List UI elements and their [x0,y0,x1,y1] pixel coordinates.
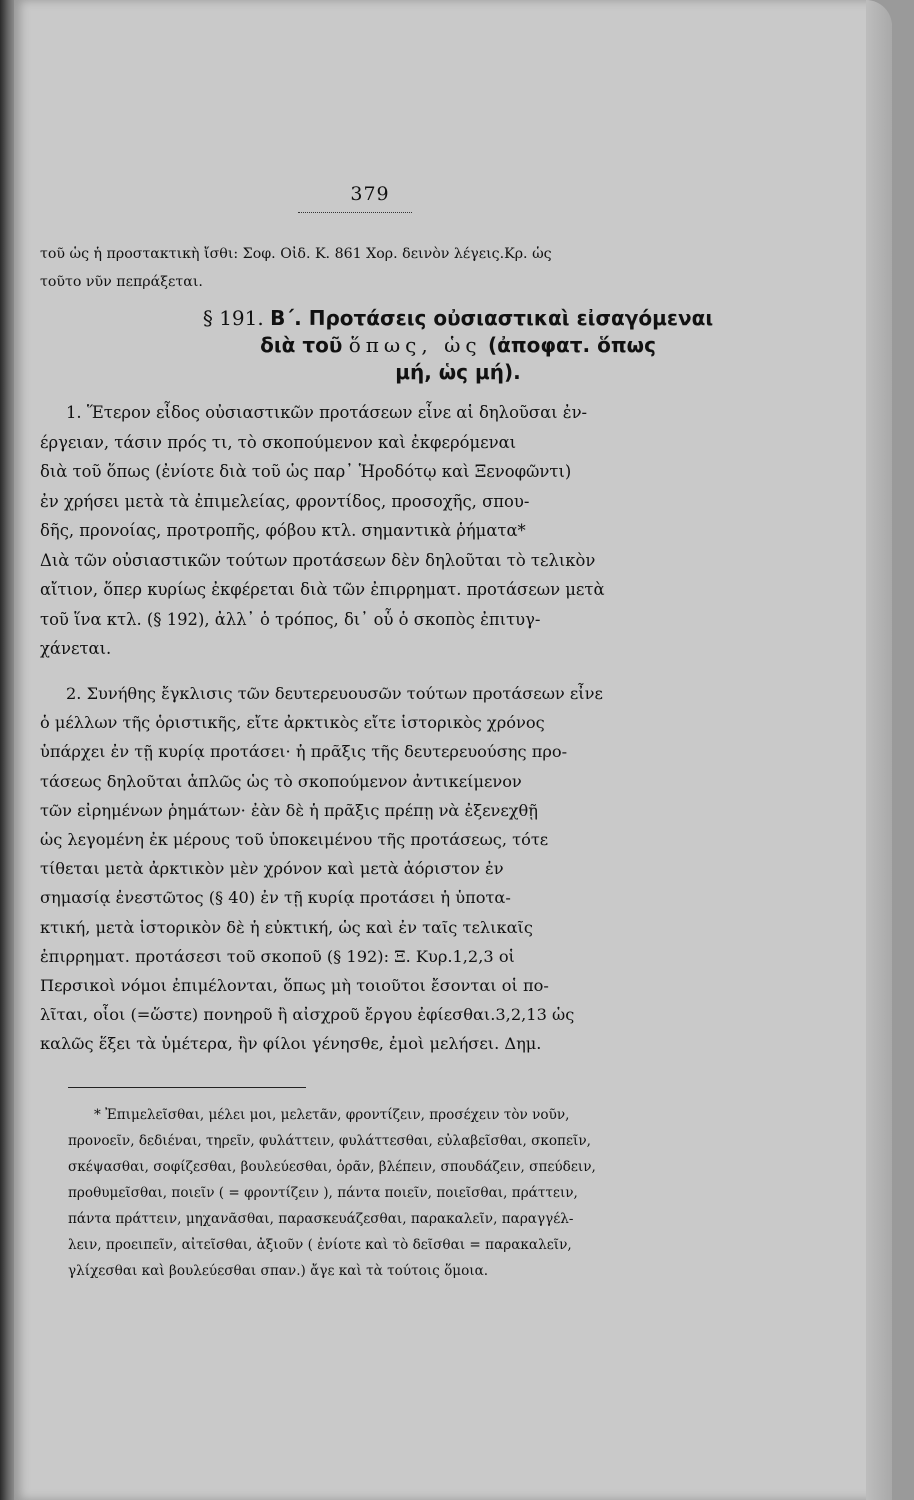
text-line: καλῶς ἕξει τὰ ὑμέτερα, ἣν φίλοι γένησθε, ἐμοὶ μελήσει. Δημ. [40,1034,542,1054]
text-line: αἴτιον, ὅπερ κυρίως ἐκφέρεται διὰ τῶν ἐπιρρηματ. προτάσεων μετὰ [40,580,605,599]
text-line: ὁ μέλλων τῆς ὁριστικῆς, εἴτε ἀρκτικὸς εἴτε ἱστορικὸς χρόνος [40,713,545,733]
text-line: σημασίᾳ ἐνεστῶτος (§ 40) ἐν τῇ κυρίᾳ προτάσει ἡ ὑποτα- [40,888,511,908]
text-line: δῆς, προνοίας, προτροπῆς, φόβου κτλ. σημαντικὰ ῥήματα* [40,521,526,540]
page-number: 379 [350,183,390,205]
heading-line-1 [40,305,876,332]
footnote [68,1102,868,1284]
text-line: ἐν χρήσει μετὰ τὰ ἐπιμελείας, φροντίδος, προσοχῆς, σπου- [40,491,530,511]
text-line: ἐπιρρηματ. προτάσεσι τοῦ σκοποῦ (§ 192): Ξ. Κυρ.1,2,3 οἱ [40,946,515,966]
text-line: διὰ τοῦ ὅπως (ἐνίοτε διὰ τοῦ ὡς παρ᾽ Ἡροδότῳ καὶ Ξενοφῶντι) [40,462,572,481]
book-binding-edge [0,0,14,1500]
text-line: τίθεται μετὰ ἀρκτικὸν μὲν χρόνον καὶ μετὰ ἀόριστον ἐν [40,859,504,879]
text-line: χάνεται. [40,639,112,658]
continuation-text [40,240,876,296]
book-page [14,0,892,1500]
text-line: ὑπάρχει ἐν τῇ κυρίᾳ προτάσει· ἡ πρᾶξις τῆς δευτερευούσης προ- [40,742,568,762]
section-heading [40,305,876,386]
text-line: τάσεως δηλοῦται ἁπλῶς ὡς τὸ σκοπούμενον ἀντικείμενον [40,771,522,791]
footnote-line: σκέψασθαι, σοφίζεσθαι, βουλεύεσθαι, ὁρᾶν, βλέπειν, σπουδάζειν, σπεύδειν, [68,1159,596,1175]
text-line: Διὰ τῶν οὐσιαστικῶν τούτων προτάσεων δὲν δηλοῦται τὸ τελικὸν [40,550,596,570]
heading-title: Β΄. Προτάσεις οὐσιαστικαὶ εἰσαγόμεναι [270,306,714,330]
text-line: 2. Συνήθης ἔγκλισις τῶν δευτερευουσῶν τούτων προτάσεων εἶνε [66,684,603,703]
heading-line-2 [40,332,876,359]
text-line: Περσικοὶ νόμοι ἐπιμέλονται, ὅπως μὴ τοιοῦτοι ἔσονται οἱ πο- [40,976,549,996]
heading-negation: (ἀποφατ. ὅπως [487,333,656,357]
text-line: τοῦ ὡς ἡ προστακτικὴ ἴσθι: Σοφ. Οἰδ. Κ. 861 Χορ. δεινὸν λέγεις.Κρ. ὡς [40,246,552,262]
text-line: 1. Ἕτερον εἶδος οὐσιαστικῶν προτάσεων εἶνε αἱ δηλοῦσαι ἐν- [66,403,588,422]
text-line: τοῦτο νῦν πεπράξεται. [40,274,203,290]
footnote-rule [68,1087,306,1088]
footnote-line: * Ἐπιμελεῖσθαι, μέλει μοι, μελετᾶν, φροντίζειν, προσέχειν τὸν νοῦν, [94,1107,570,1123]
footnote-line: προθυμεῖσθαι, ποιεῖν ( = φροντίζειν ), πάντα ποιεῖν, ποιεῖσθαι, πράττειν, [68,1185,578,1201]
page-number-rule [298,212,412,213]
text-line: ὡς λεγομένη ἐκ μέρους τοῦ ὑποκειμένου τῆς προτάσεως, τότε [40,830,549,850]
text-line: τοῦ ἵνα κτλ. (§ 192), ἀλλ᾽ ὁ τρόπος, δι᾽ οὗ ὁ σκοπὸς ἐπιτυγ- [40,609,541,629]
footnote-line: πάντα πράττειν, μηχανᾶσθαι, παρασκευάζεσθαι, παρακαλεῖν, παραγγέλ- [68,1211,574,1227]
heading-title-cont: διὰ τοῦ [260,333,343,357]
text-line: κτική, μετὰ ἱστορικὸν δὲ ἡ εὐκτική, ὡς καὶ ἐν ταῖς τελικαῖς [40,917,533,937]
text-line: τῶν εἰρημένων ῥημάτων· ἐὰν δὲ ἡ πρᾶξις πρέπῃ νὰ ἐξενεχθῇ [40,800,538,820]
paragraph-2 [40,679,876,1059]
footnote-line: προνοεῖν, δεδιέναι, τηρεῖν, φυλάττειν, φυλάττεσθαι, εὐλαβεῖσθαι, σκοπεῖν, [68,1133,591,1149]
section-reference: § 191. [202,306,264,330]
footnote-line: γλίχεσθαι καὶ βουλεύεσθαι σπαν.) ἄγε καὶ τὰ τούτοις ὅμοια. [68,1263,489,1279]
text-line: έργειαν, τάσιν πρός τι, τὸ σκοπούμενον καὶ ἐκφερόμεναι [40,432,517,452]
heading-conjunctions: ὅπως, ὡς [348,333,482,357]
footnote-line: λειν, προειπεῖν, αἰτεῖσθαι, ἀξιοῦν ( ἐνίοτε καὶ τὸ δεῖσθαι = παρακαλεῖν, [68,1237,572,1253]
paragraph-1 [40,398,876,664]
text-line: λῖται, οἷοι (=ὥστε) πονηροῦ ἢ αἰσχροῦ ἔργου ἐφίεσθαι.3,2,13 ὡς [40,1005,575,1025]
heading-line-3: μή, ὡς μή). [395,360,521,384]
